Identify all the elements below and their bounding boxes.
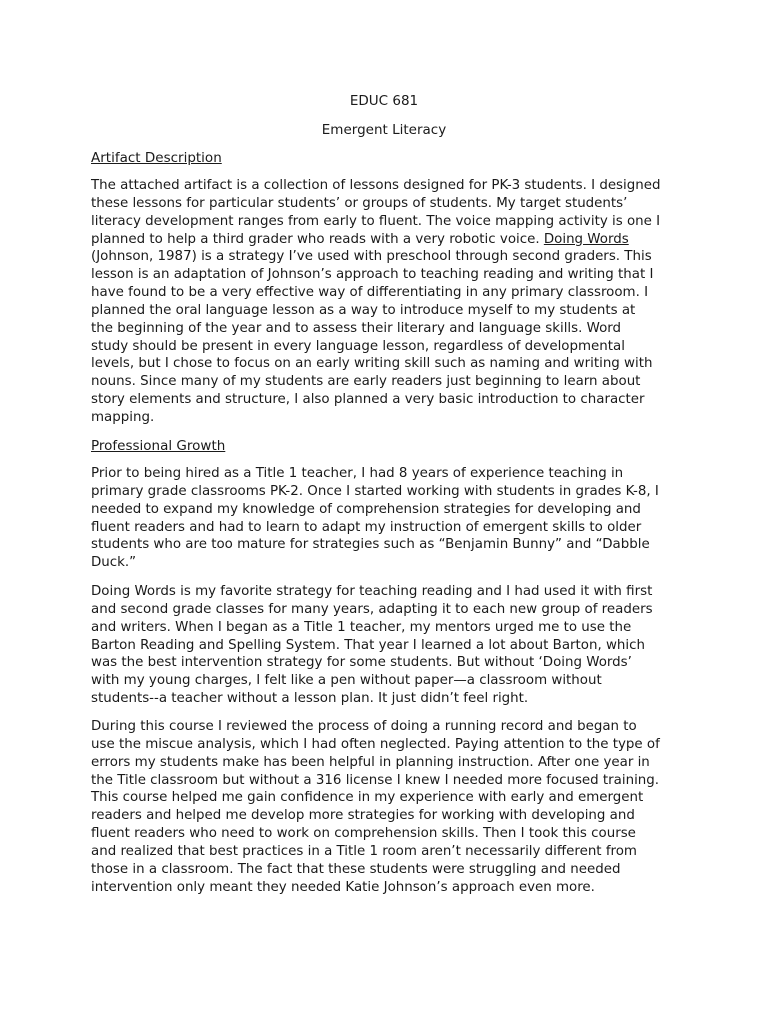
paragraph-line: and writers. When I began as a Title 1 teacher, my mentors urged me to use the — [91, 619, 632, 635]
paragraph-line: planned the oral language lesson as a way to introduce myself to my students at — [91, 302, 636, 318]
paragraph-line: primary grade classrooms PK-2. Once I started working with students in grades K-8, I — [91, 483, 659, 499]
professional-growth-heading: Professional Growth — [91, 438, 226, 454]
paragraph-line: use the miscue analysis, which I had often neglected. Paying attention to the type of — [91, 736, 660, 752]
paragraph-line: story elements and structure, I also planned a very basic introduction to character — [91, 392, 645, 408]
paragraph-line: literacy development ranges from early to fluent. The voice mapping activity is one I — [91, 213, 661, 229]
paragraph-line: readers and helped me develop more strategies for working with developing and — [91, 808, 635, 824]
paragraph-line: lesson is an adaptation of Johnson’s approach to teaching reading and writing that I — [91, 267, 654, 283]
paragraph-line: This course helped me gain confidence in my experience with early and emergent — [91, 790, 644, 806]
paragraph-line: intervention only meant they needed Katie Johnson’s approach even more. — [91, 879, 595, 895]
paragraph-line: the Title classroom but without a 316 license I knew I needed more focused training. — [91, 772, 660, 788]
paragraph-line: students--a teacher without a lesson plan. It just didn’t feel right. — [91, 691, 529, 707]
doing-words-title: Doing Words — [543, 231, 629, 247]
paragraph-line: During this course I reviewed the process of doing a running record and began to — [91, 719, 637, 734]
paragraph-line: study should be present in every language lesson, regardless of developmental — [91, 338, 625, 354]
paragraph-line: those in a classroom. The fact that these students were struggling and needed — [91, 861, 621, 877]
paragraph-line-text: planned to help a third grader who reads with a very robotic voice. — [91, 231, 544, 247]
paragraph-line: fluent readers who need to work on comprehension skills. Then I took this course — [91, 826, 636, 842]
paragraph-line: Duck.” — [91, 555, 137, 571]
paragraph-line: and second grade classes for many years, adapting it to each new group of readers — [91, 601, 653, 617]
paragraph-line: students who are too mature for strategies such as “Benjamin Bunny” and “Dabble — [91, 537, 650, 553]
course-code-title: EDUC 681 — [349, 93, 419, 109]
paragraph-line: Doing Words is my favorite strategy for teaching reading and I had used it with first — [91, 584, 653, 599]
paragraph-line: errors my students make has been helpful in planning instruction. After one year in — [91, 754, 650, 770]
paragraph-line: was the best intervention strategy for some students. But without ‘Doing Words’ — [91, 655, 632, 671]
paragraph-line: needed to expand my knowledge of comprehension strategies for developing and — [91, 501, 641, 517]
artifact-description-heading: Artifact Description — [91, 150, 222, 166]
paragraph-line: have found to be a very effective way of differentiating in any primary classroom. I — [91, 285, 649, 301]
paragraph-line — [91, 231, 691, 249]
paragraph-line: the beginning of the year and to assess their literary and language skills. Word — [91, 320, 622, 336]
paragraph-line: levels, but I chose to focus on an early writing skill such as naming and writing with — [91, 356, 653, 372]
professional-growth-paragraph-3 — [91, 718, 691, 896]
paragraph-line: fluent readers and had to learn to adapt my instruction of emergent skills to older — [91, 519, 642, 535]
course-subtitle: Emergent Literacy — [321, 122, 447, 138]
paragraph-line: Prior to being hired as a Title 1 teacher, I had 8 years of experience teaching in — [91, 466, 624, 481]
artifact-description-paragraph — [91, 177, 691, 427]
paragraph-line: nouns. Since many of my students are early readers just beginning to learn about — [91, 374, 641, 390]
professional-growth-paragraph-2 — [91, 583, 691, 708]
paragraph-line: (Johnson, 1987) is a strategy I’ve used with preschool through second graders. This — [91, 249, 652, 265]
paragraph-line: and realized that best practices in a Title 1 room aren’t necessarily different from — [91, 843, 637, 859]
paragraph-line: with my young charges, I felt like a pen without paper—a classroom without — [91, 673, 602, 689]
paragraph-line: these lessons for particular students’ or groups of students. My target students’ — [91, 195, 628, 211]
paragraph-line: Barton Reading and Spelling System. That year I learned a lot about Barton, which — [91, 637, 645, 653]
paragraph-line: The attached artifact is a collection of lessons designed for PK-3 students. I designed — [91, 178, 661, 193]
professional-growth-paragraph-1 — [91, 465, 691, 572]
paragraph-line: mapping. — [91, 409, 155, 425]
